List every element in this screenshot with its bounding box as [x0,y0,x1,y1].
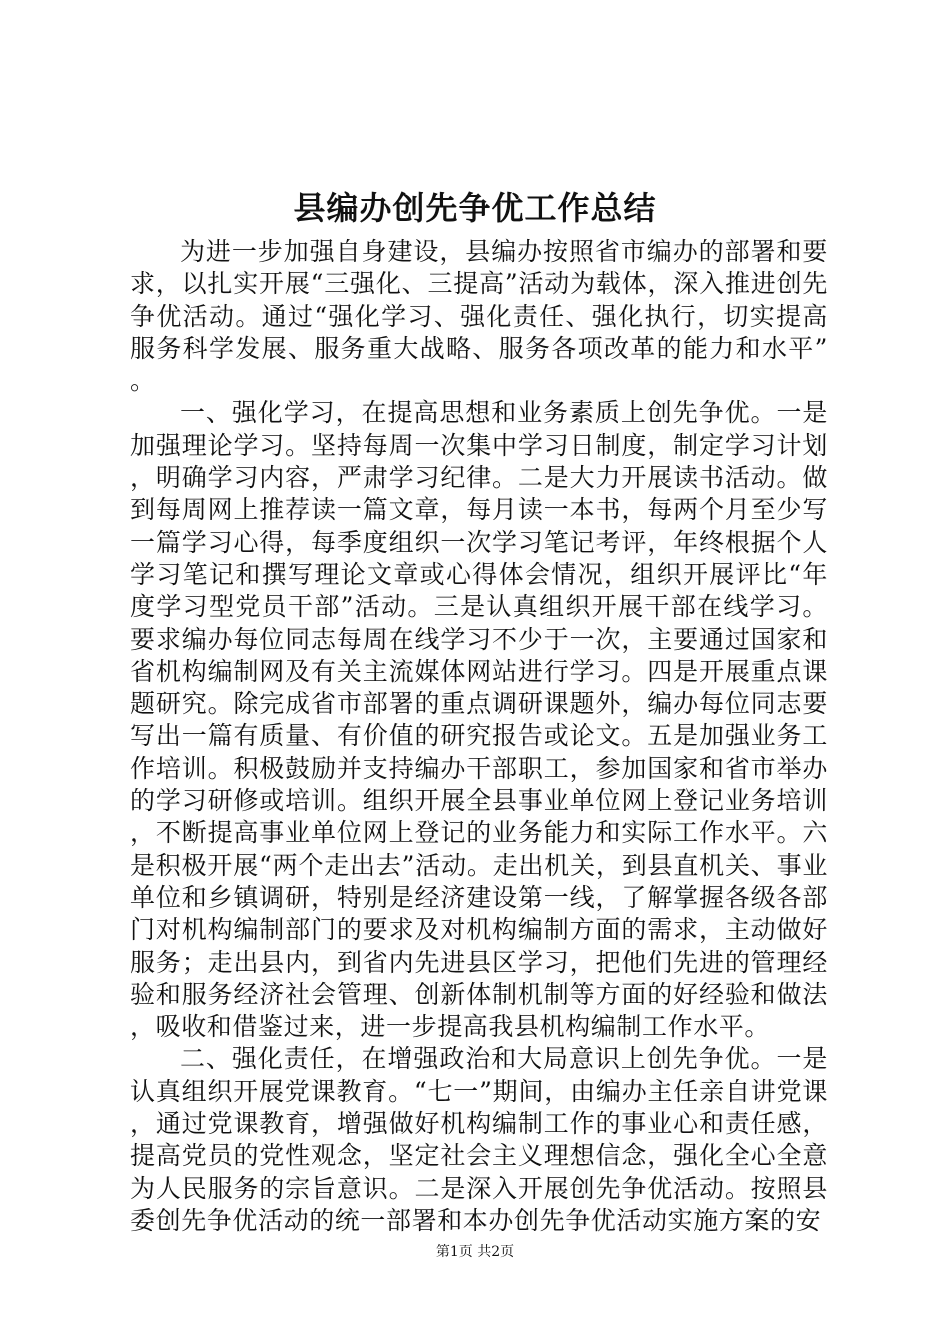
page-number-footer: 第1页 共2页 [435,1244,515,1260]
paragraph-section-1: 一、强化学习，在提高思想和业务素质上创先争优。一是加强理论学习。坚持每周一次集中学习日制度，制定学习计划，明确学习内容，严肃学习纪律。二是大力开展读书活动。做到每周网上推荐读一篇文章，每月读一本书，每两个月至少写一篇学习心得，每季度组织一次学习笔记考评，年终根据个人学习笔记和撰写理论文章或心得体会情况，组织开展评比“年度学习型党员干部”活动。三是认真组织开展干部在线学习。要求编办每位同志每周在线学习不少于一次，主要通过国家和省机构编制网及有关主流媒体网站进行学习。四是开展重点课题研究。除完成省市部署的重点调研课题外，编办每位同志要写出一篇有质量、有价值的研究报告或论文。五是加强业务工作培训。积极鼓励并支持编办干部职工，参加国家和省市举办的学习研修或培训。组织开展全县事业单位网上登记业务培训，不断提高事业单位网上登记的业务能力和实际工作水平。六是积极开展“两个走出去”活动。走出机关，到县直机关、事业单位和乡镇调研，特别是经济建设第一线，了解掌握各级各部门对机构编制部门的要求及对机构编制方面的需求，主动做好服务；走出县内，到省内先进县区学习，把他们先进的管理经验和服务经济社会管理、创新体制机制等方面的好经验和做法，吸收和借鉴过来，进一步提高我县机构编制工作水平。 [130,398,828,1042]
paragraph-intro: 为进一步加强自身建设，县编办按照省市编办的部署和要求，以扎实开展“三强化、三提高”活动为载体，深入推进创先争优活动。通过“强化学习、强化责任、强化执行，切实提高服务科学发展、服务重大战略、服务各项改革的能力和水平”。 [130,237,828,396]
paragraph-section-2: 二、强化责任，在增强政治和大局意识上创先争优。一是认真组织开展党课教育。“七一”期间，由编办主任亲自讲党课，通过党课教育，增强做好机构编制工作的事业心和责任感，提高党员的党性观念，坚定社会主义理想信念，强化全心全意为人民服务的宗旨意识。二是深入开展创先争优活动。按照县委创先争优活动的统一部署和本办创先争优活动实施方案的安 [130,1044,828,1235]
document-title: 县编办创先争优工作总结 [293,189,657,227]
document-body [130,236,828,1237]
